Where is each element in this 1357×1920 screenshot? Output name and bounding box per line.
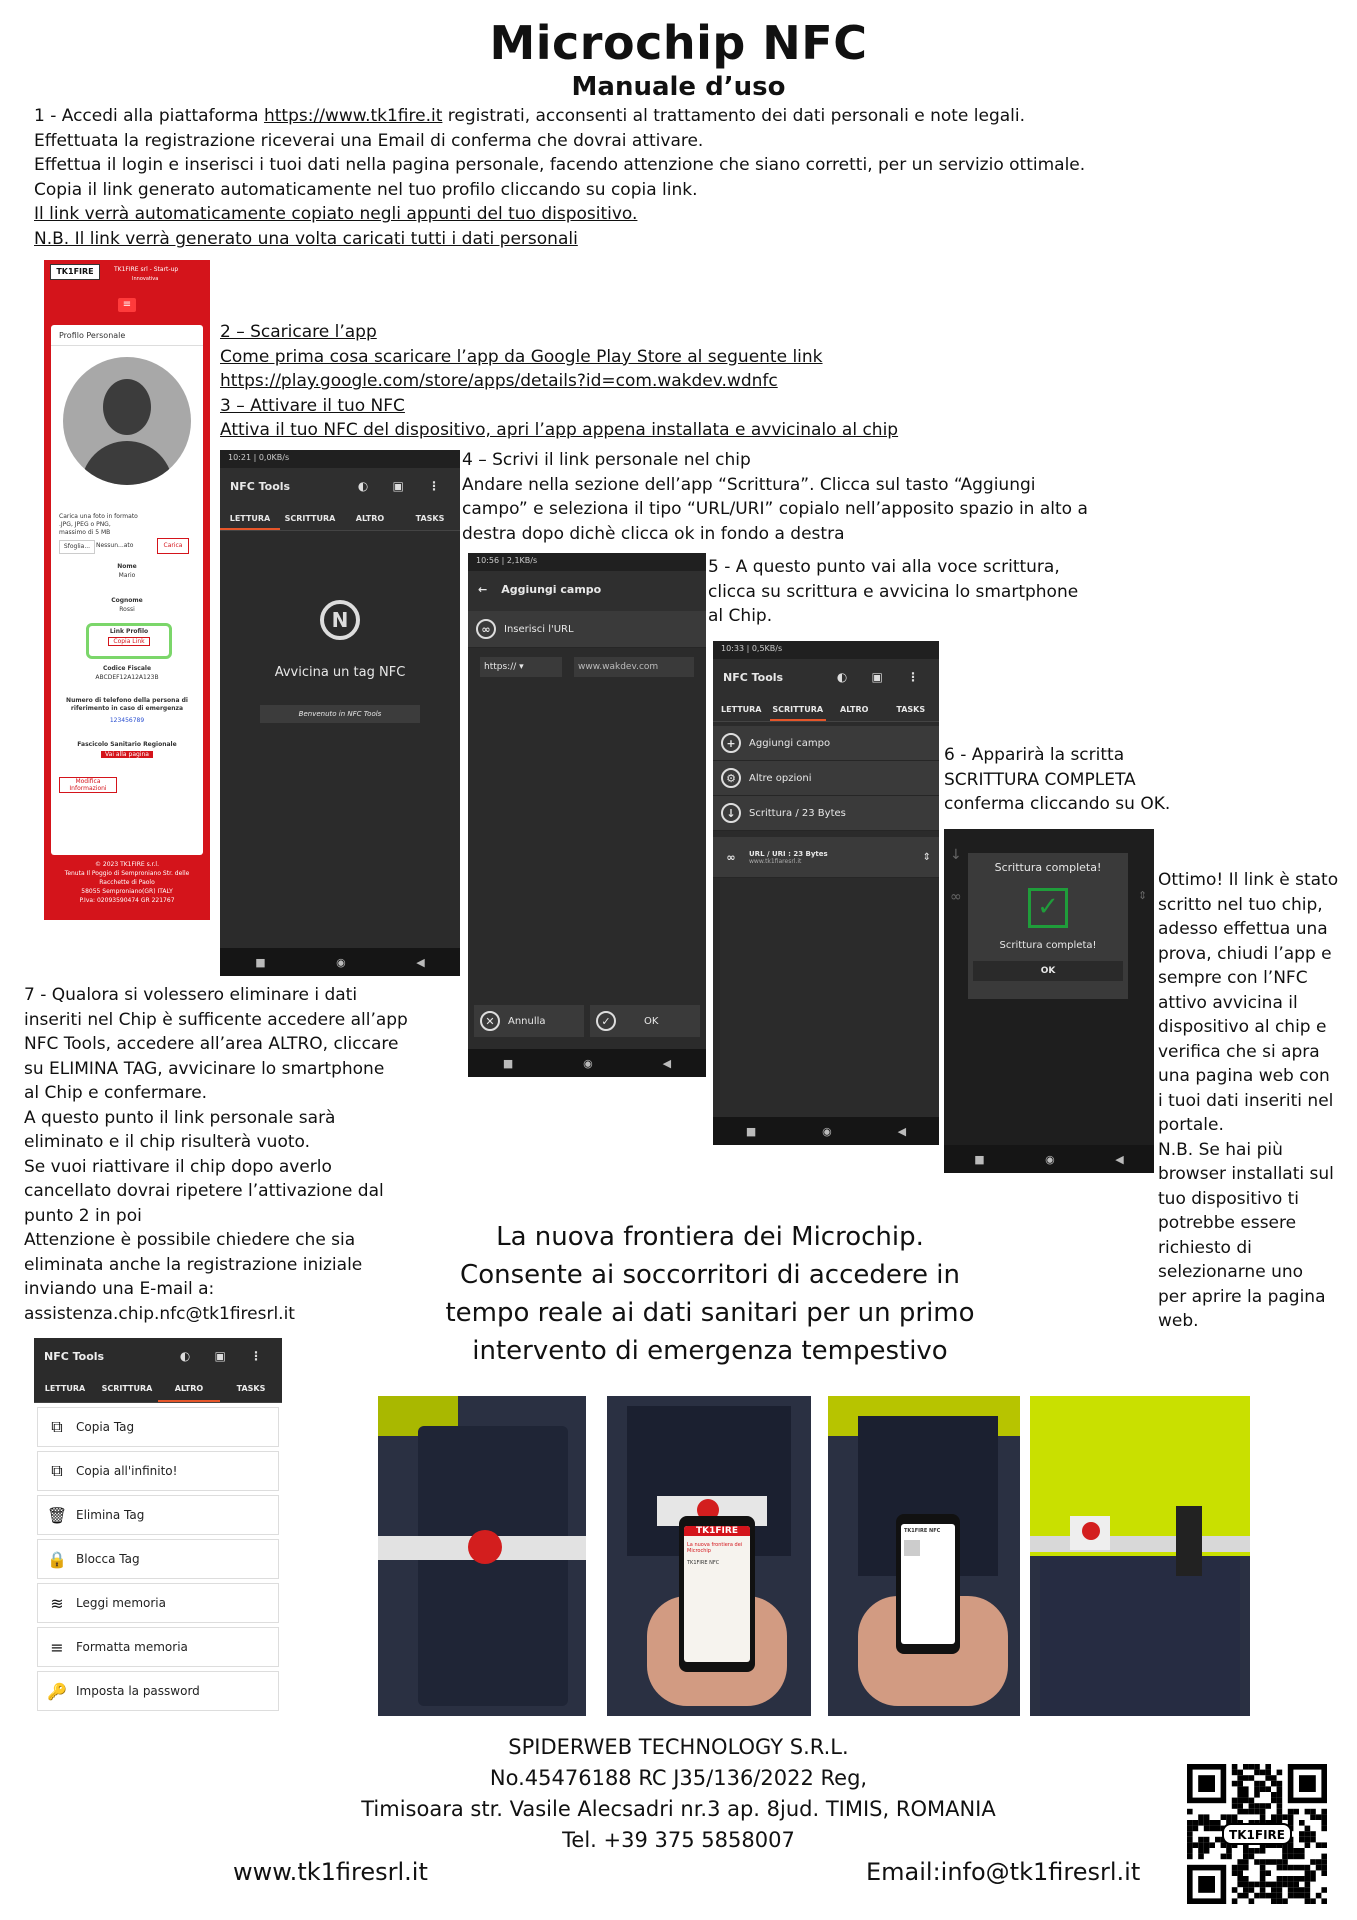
layers-icon: ≋ <box>50 1593 64 1613</box>
smartphone: TK1FIRE La nuova frontiera dei Microchip TK1FIRE NFC <box>679 1516 755 1672</box>
other-action-item[interactable]: ⧉ Copia all'infinito! <box>37 1451 279 1491</box>
android-nav-bar <box>220 948 460 976</box>
tab-lettura[interactable]: LETTURA <box>220 508 280 530</box>
company-address: Timisoara str. Vasile Alecsadri nr.3 ap. 8jud. TIMIS, ROMANIA <box>361 1797 996 1821</box>
nav-recents-icon[interactable]: ■ <box>974 1152 985 1166</box>
profile-section-title: Profilo Personale <box>59 331 126 340</box>
app-title: NFC Tools <box>723 671 784 684</box>
copy-tag-icon: ⧉ <box>51 1417 63 1436</box>
tax-code-label: Codice Fiscale <box>102 665 152 672</box>
step7-line: A questo punto il link personale sarà <box>24 1107 336 1128</box>
email-link[interactable]: Email:info@tk1firesrl.it <box>866 1858 1141 1886</box>
step7-line: assistenza.chip.nfc@tk1firesrl.it <box>24 1303 295 1324</box>
database-icon: ≡ <box>50 1637 64 1657</box>
link-icon: ∞ <box>726 850 736 864</box>
success-note-line: sempre con l’NFC <box>1158 968 1308 988</box>
add-field-item[interactable]: + Aggiungi campo <box>713 726 939 761</box>
phone-screenshot-read <box>220 450 460 976</box>
quote-line: intervento di emergenza tempestivo <box>472 1336 948 1366</box>
success-note-line: browser installati sul <box>1158 1164 1334 1184</box>
success-note-line: potrebbe essere <box>1158 1213 1297 1233</box>
surname-value: Rossi <box>119 606 135 613</box>
tax-code-value: ABCDEF12A12A123B <box>95 674 159 681</box>
success-note-line: portale. <box>1158 1115 1224 1135</box>
step7-line: punto 2 in poi <box>24 1205 142 1226</box>
other-actions-list <box>34 1407 282 1711</box>
jacket-photo-1 <box>378 1396 586 1716</box>
success-note-line: attivo avvicina il <box>1158 992 1298 1013</box>
menu-icon[interactable]: ≡ <box>118 298 136 312</box>
reorder-icon[interactable]: ⇕ <box>922 851 931 863</box>
app-title: NFC Tools <box>230 480 291 493</box>
toolbar-icons[interactable]: ◐ ▣ ⋮ <box>836 670 929 684</box>
step7-line: al Chip e confermare. <box>24 1083 208 1103</box>
jacket-photo-3 <box>828 1396 1020 1716</box>
success-note-line: verifica che si apra <box>1158 1041 1320 1062</box>
company-name: SPIDERWEB TECHNOLOGY S.R.L. <box>508 1735 849 1759</box>
health-record-label: Fascicolo Sanitario Regionale <box>77 741 177 748</box>
success-note-line: richiesto di <box>1158 1237 1252 1258</box>
jacket-photo-2 <box>607 1396 811 1716</box>
step7-line: inseriti nel Chip è sufficente accedere all’app <box>24 1009 408 1030</box>
other-action-item[interactable]: ≡ Formatta memoria <box>37 1627 279 1667</box>
name-label: Nome <box>117 563 137 570</box>
url-input[interactable]: www.wakdev.com <box>574 657 694 677</box>
tagline <box>430 1218 990 1370</box>
nav-back-icon[interactable]: ◀ <box>662 1056 672 1070</box>
step7-line: eliminato e il chip risulterà vuoto. <box>24 1132 311 1152</box>
nav-back-icon[interactable]: ◀ <box>1115 1152 1124 1166</box>
web-header-text-2: Innovativa <box>132 276 159 282</box>
intro-section <box>34 104 1324 252</box>
document-subtitle: Manuale d’uso <box>571 72 786 102</box>
tab-lettura[interactable]: LETTURA <box>720 705 762 714</box>
nav-home-icon[interactable]: ◉ <box>336 955 346 969</box>
step7-line: eliminata anche la registrazione iniziale <box>24 1254 363 1275</box>
intro-line-6: N.B. Il link verrà generato una volta caricati tutti i dati personali <box>34 228 578 249</box>
tab-lettura[interactable]: LETTURA <box>44 1384 86 1393</box>
intro-line-2: Effettuata la registrazione riceverai una Email di conferma che dovrai attivare. <box>34 130 704 151</box>
success-note-line: web. <box>1158 1311 1199 1331</box>
add-field-title: Aggiungi campo <box>501 583 602 596</box>
name-value: Mario <box>118 572 136 579</box>
nav-recents-icon[interactable]: ■ <box>502 1056 514 1070</box>
nfc-chip-badge <box>1082 1522 1100 1540</box>
intro-line-4: Copia il link generato automaticamente nel tuo profilo cliccando su copia link. <box>34 179 698 200</box>
step7-line: Se vuoi riattivare il chip dopo averlo <box>24 1156 332 1177</box>
avatar <box>63 357 191 485</box>
step4-section <box>462 448 1088 546</box>
success-note-line: scritto nel tuo chip, <box>1158 894 1323 915</box>
trash-icon: 🗑 <box>46 1505 68 1525</box>
write-complete-dialog <box>968 853 1128 999</box>
nav-back-icon[interactable]: ◀ <box>416 955 425 969</box>
status-bar: 10:56 | 2,1KB/s <box>468 553 706 571</box>
checkmark-icon: ✓ <box>1028 888 1068 928</box>
key-icon: 🔑 <box>47 1681 67 1701</box>
step7-line: su ELIMINA TAG, avvicinare lo smartphone <box>24 1058 385 1079</box>
upload-button[interactable]: Carica <box>157 538 189 554</box>
nfc-prompt: Avvicina un tag NFC <box>274 665 406 680</box>
success-note <box>1158 868 1338 1334</box>
download-icon: ↓ <box>721 803 741 823</box>
tab-scrittura[interactable]: SCRITTURA <box>770 699 827 721</box>
browse-button[interactable]: Sfoglia... <box>59 540 95 554</box>
tab-altro[interactable]: ALTRO <box>355 514 385 523</box>
step7-line: cancellato dovrai ripetere l’attivazione dal <box>24 1181 384 1201</box>
other-action-item[interactable]: 🔒 Blocca Tag <box>37 1539 279 1579</box>
dialog-text: Scrittura completa! <box>999 940 1097 951</box>
tab-scrittura[interactable]: SCRITTURA <box>101 1384 153 1393</box>
nav-recents-icon[interactable]: ■ <box>745 1124 757 1138</box>
link-icon: ∞ <box>950 889 962 905</box>
other-action-item[interactable]: ≋ Leggi memoria <box>37 1583 279 1623</box>
nav-home-icon[interactable]: ◉ <box>1045 1152 1055 1166</box>
step6-line-3: conferma cliccando su OK. <box>944 794 1171 814</box>
link-profile-label: Link Profilo <box>109 628 149 635</box>
id-badge <box>1176 1506 1202 1576</box>
nav-home-icon[interactable]: ◉ <box>583 1056 593 1070</box>
company-footer <box>0 1732 1357 1856</box>
quote-line: La nuova frontiera dei Microchip. <box>496 1222 924 1252</box>
step5-line-2: clicca su scrittura e avvicina lo smartphone <box>708 581 1079 602</box>
phone-screenshot-write <box>713 641 939 1145</box>
qr-code[interactable] <box>1187 1764 1327 1904</box>
success-note-line: dispositivo al chip e <box>1158 1017 1327 1037</box>
dialog-ok-button[interactable]: OK <box>973 961 1123 981</box>
health-record-button[interactable]: Vai alla pagina <box>101 751 153 758</box>
step7-line: Attenzione è possibile chiedere che sia <box>24 1230 356 1250</box>
success-note-line: adesso effettua una <box>1158 919 1328 939</box>
success-note-line: i tuoi dati inseriti nel <box>1158 1090 1334 1111</box>
quote-line: Consente ai soccorritori di accedere in <box>460 1260 960 1290</box>
scheme-select[interactable]: https:// ▾ <box>480 657 562 677</box>
other-action-item[interactable]: ⧉ Copia Tag <box>37 1407 279 1447</box>
step6-section <box>944 743 1170 817</box>
tab-scrittura[interactable]: SCRITTURA <box>284 514 336 523</box>
welcome-toast: Benvenuto in NFC Tools <box>260 705 420 723</box>
step7-line: inviando una E-mail a: <box>24 1279 215 1299</box>
android-nav-bar <box>468 1049 706 1077</box>
success-note-line: N.B. Se hai più <box>1158 1139 1283 1160</box>
url-record[interactable]: ∞ URL / URI : 23 Bytes www.tk1fiaresrl.it ⇕ <box>713 837 939 878</box>
success-note-line: per aprire la pagina <box>1158 1286 1326 1307</box>
success-note-line: prova, chiudi l’app e <box>1158 943 1332 964</box>
company-registration: No.45476188 RC J35/136/2022 Reg, <box>489 1766 868 1790</box>
android-nav-bar <box>713 1117 939 1145</box>
intro-line-1: 1 - Accedi alla piattaforma https://www.tk1fire.it registrati, acconsenti al trattamento dei dati personali e note legali. <box>34 106 1026 126</box>
emergency-phone-value[interactable]: 123456789 <box>109 717 145 724</box>
back-arrow-icon[interactable]: ← <box>478 583 488 596</box>
download-icon: ↓ <box>950 847 962 863</box>
other-action-item[interactable]: 🔑 Imposta la password <box>37 1671 279 1711</box>
website-link[interactable]: www.tk1firesrl.it <box>233 1858 428 1886</box>
copy-infinite-icon: ⧉ <box>51 1461 63 1480</box>
step4-line-4: destra dopo dichè clicca ok in fondo a destra <box>462 523 845 544</box>
other-action-item[interactable]: 🗑 Elimina Tag <box>37 1495 279 1535</box>
profile-card <box>51 325 203 855</box>
dialog-title: Scrittura completa! <box>994 861 1102 874</box>
web-footer: © 2023 TK1FIRE s.r.l. Tenuta Il Poggio di Semproniano Str. delle Racchette di Paolo 58055 Semproniano(GR) ITALY P.Iva: 02093590474 GR 221767 <box>64 861 190 904</box>
ok-button[interactable]: ✓ OK <box>590 1005 700 1037</box>
reorder-icon: ⇕ <box>1138 889 1148 902</box>
step2-3-section <box>220 320 898 443</box>
cancel-button[interactable]: ✕ Annulla <box>474 1005 584 1037</box>
step4-line-2: Andare nella sezione dell’app “Scrittura”. Clicca sul tasto “Aggiungi <box>462 474 1036 495</box>
step2-text: Come prima cosa scaricare l’app da Google Play Store al seguente link <box>220 346 823 367</box>
nav-recents-icon[interactable]: ■ <box>255 955 266 969</box>
tab-tasks[interactable]: TASKS <box>236 1384 266 1393</box>
check-icon: ✓ <box>596 1011 616 1031</box>
file-name: Nessun...ato <box>96 542 134 549</box>
step6-line-2: SCRITTURA COMPLETA <box>944 769 1136 790</box>
intro-line-5: Il link verrà automaticamente copiato negli appunti del tuo dispositivo. <box>34 204 638 225</box>
edit-info-button[interactable]: Modifica Informazioni <box>59 777 117 793</box>
phone-screenshot-complete <box>944 829 1154 1173</box>
tab-bar <box>220 508 460 531</box>
step4-heading: 4 – Scrivi il link personale nel chip <box>462 450 751 470</box>
step3-heading: 3 – Attivare il tuo NFC <box>220 395 405 416</box>
write-item[interactable]: ↓ Scrittura / 23 Bytes <box>713 796 939 831</box>
smartphone: TK1FIRE NFC <box>896 1514 960 1654</box>
link-profile-box <box>86 623 172 659</box>
tab-tasks[interactable]: TASKS <box>896 705 926 714</box>
more-options-item[interactable]: ⚙ Altre opzioni <box>713 761 939 796</box>
success-note-line: una pagina web con <box>1158 1066 1330 1086</box>
document-title: Microchip NFC <box>489 16 868 70</box>
platform-link[interactable]: https://www.tk1fire.it <box>263 106 443 126</box>
web-profile-screenshot <box>44 260 210 920</box>
phone-screenshot-other <box>34 1338 282 1730</box>
nfc-icon: N <box>320 600 360 640</box>
copy-link-button[interactable]: Copia Link <box>108 637 150 646</box>
nav-back-icon[interactable]: ◀ <box>897 1124 907 1138</box>
web-header-text: TK1FIRE srl - Start-up <box>114 266 179 273</box>
play-store-link[interactable]: https://play.google.com/store/apps/details?id=com.wakdev.wdnfc <box>220 371 778 391</box>
intro-line-3: Effettua il login e inserisci i tuoi dati nella pagina personale, facendo attenzione che siano corretti, per un servizio ottimale. <box>34 155 1086 176</box>
tk1fire-logo: TK1FIRE <box>50 264 100 280</box>
cancel-icon: ✕ <box>480 1011 500 1031</box>
toolbar-icons[interactable]: ◐ ▣ ⋮ <box>179 1349 272 1363</box>
step7-line: NFC Tools, accedere all’area ALTRO, cliccare <box>24 1034 399 1054</box>
company-phone: Tel. +39 375 5858007 <box>562 1828 795 1852</box>
plus-icon: + <box>721 733 741 753</box>
step4-line-3: campo” e seleziona il tipo “URL/URI” copialo nell’apposito spazio in alto a <box>462 499 1088 519</box>
status-bar: 10:33 | 0,5KB/s <box>713 641 939 659</box>
success-note-line: tuo dispositivo ti <box>1158 1188 1300 1209</box>
success-note-line: Ottimo! Il link è stato <box>1158 870 1339 890</box>
nfc-chip-badge <box>468 1530 502 1564</box>
step2-heading: 2 – Scaricare l’app <box>220 322 377 342</box>
qr-logo-text: TK1FIRE <box>1229 1828 1285 1842</box>
url-hint: Inserisci l'URL <box>504 623 574 635</box>
phone-screenshot-add-field <box>468 553 706 1077</box>
toolbar-icons[interactable]: ◐ ▣ ⋮ <box>357 479 450 493</box>
lock-icon: 🔒 <box>47 1549 67 1569</box>
nav-home-icon[interactable]: ◉ <box>822 1124 832 1138</box>
screen-logo: TK1FIRE <box>684 1526 750 1536</box>
step6-line-1: 6 - Apparirà la scritta <box>944 745 1125 765</box>
step5-line-1: 5 - A questo punto vai alla voce scrittura, <box>708 557 1060 577</box>
tab-bar <box>713 699 939 722</box>
app-title: NFC Tools <box>44 1350 105 1363</box>
settings-icon: ⚙ <box>721 768 741 788</box>
tab-tasks[interactable]: TASKS <box>415 514 445 523</box>
tab-altro[interactable]: ALTRO <box>840 705 869 714</box>
surname-label: Cognome <box>111 597 143 604</box>
success-note-line: selezionarne uno <box>1158 1262 1304 1282</box>
jacket-photo-4 <box>1030 1396 1250 1716</box>
step7-section <box>24 983 408 1326</box>
status-bar: 10:21 | 0,0KB/s <box>220 450 460 468</box>
android-nav-bar <box>944 1145 1154 1173</box>
step5-section <box>708 555 1078 629</box>
tab-altro[interactable]: ALTRO <box>158 1378 220 1402</box>
step5-line-3: al Chip. <box>708 606 773 626</box>
upload-hint: Carica una foto in formato .JPG, JPEG o PNG, massimo di 5 MB <box>59 513 138 536</box>
link-icon: ∞ <box>476 619 496 639</box>
emergency-phone-label: Numero di telefono della persona di riferimento in caso di emergenza <box>66 697 188 712</box>
step3-text: Attiva il tuo NFC del dispositivo, apri l’app appena installata e avvicinalo al chip <box>220 420 899 440</box>
tab-bar <box>34 1378 282 1403</box>
step7-line: 7 - Qualora si volessero eliminare i dati <box>24 985 358 1005</box>
quote-line: tempo reale ai dati sanitari per un primo <box>445 1298 975 1328</box>
